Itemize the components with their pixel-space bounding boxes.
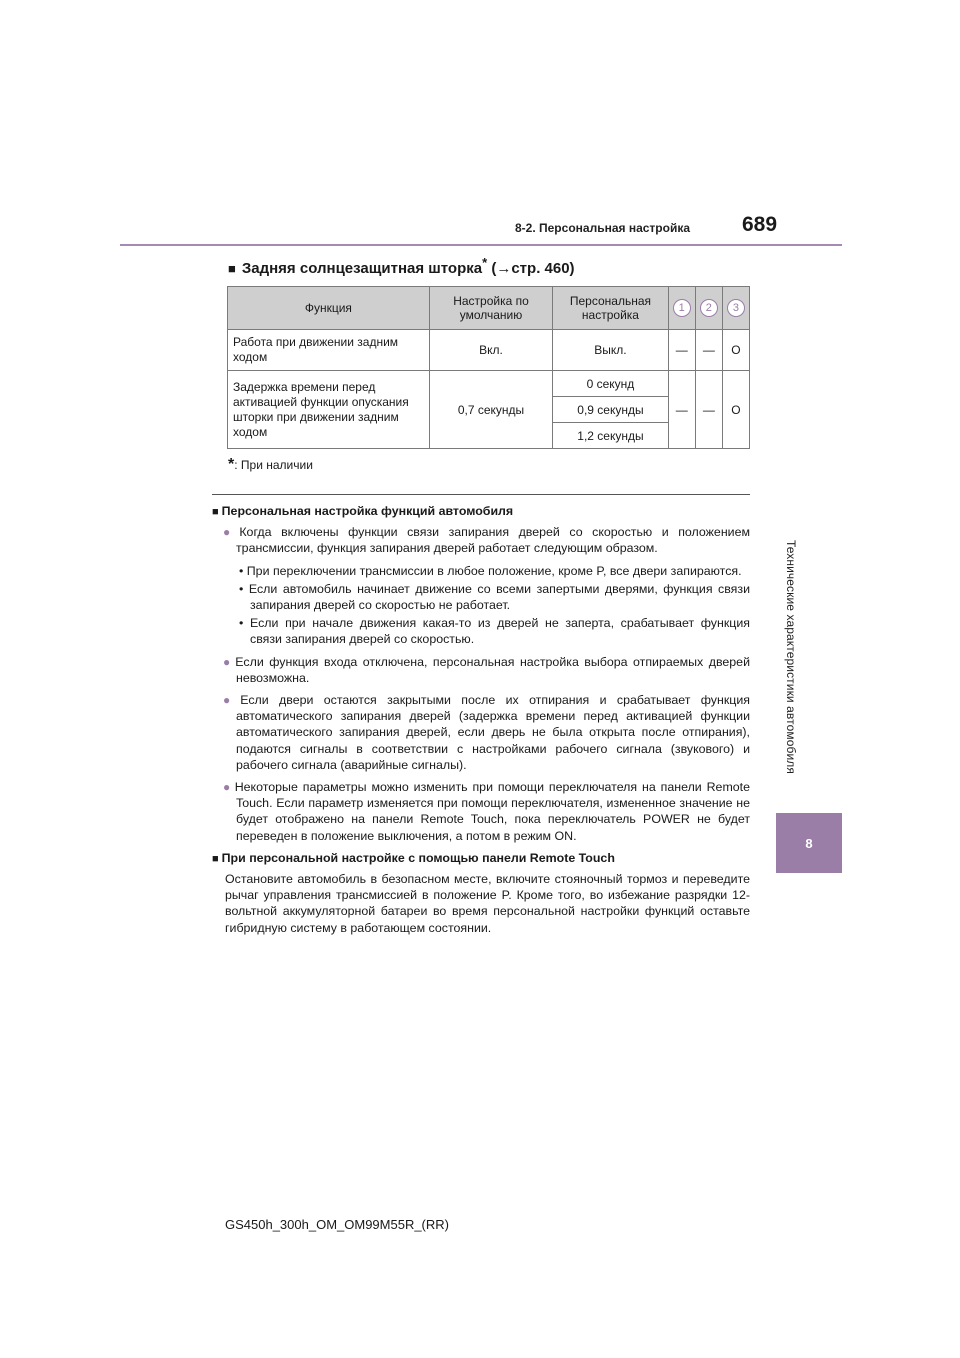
circled-3-icon: 3 [727, 299, 745, 317]
circled-1-icon: 1 [673, 299, 691, 317]
row2-col3: O [722, 371, 749, 449]
row1-col1: — [668, 330, 695, 371]
note-text: Если двери остаются закрытыми после их отпирания и срабатывает функция автоматического запирания дверей (задержка времени перед активацией функции автоматического запирания дверей, если дверь не была открыта после отпирания), подаются сигналы в соответствии с настройками рабочего сигнала (звукового) и рабочего сигнала (аварийные сигналы). [236, 693, 750, 772]
note-bullet-text: Если автомобиль начинает движение со всеми запертыми дверями, функция связи запирания дверей со скоростью не работает. [248, 581, 750, 613]
row2-custom-option: 1,2 секунды [553, 423, 668, 449]
square-bullet-icon: ■ [212, 506, 219, 518]
table-row [228, 330, 750, 371]
document-code: GS450h_300h_OM_OM99M55R_(RR) [225, 1217, 449, 1232]
section-title-text: Задняя солнцезащитная шторка [241, 260, 483, 277]
chapter-tab [776, 813, 842, 873]
note-paragraph: Остановите автомобиль в безопасном месте, включите стояночный тормоз и переведите рычаг управления трансмиссией в положение P. Кроме того, во избежание разрядки 12-вольтной аккумуляторной батареи во время персональной настройки функций оставьте гибридную систему в работающем состоянии. [225, 872, 750, 935]
table-row [228, 371, 750, 397]
circle-bullet-icon: ● [223, 525, 237, 540]
row2-default: 0,7 секунды [429, 371, 552, 449]
header-custom: Персональная настройка [553, 287, 668, 330]
note-bullet [212, 615, 750, 647]
square-bullet-icon: ■ [228, 261, 236, 276]
header-rule [120, 244, 842, 246]
footnote-text: : При наличии [234, 458, 313, 472]
row1-function: Работа при движении задним ходом [228, 330, 430, 371]
note-paragraph [212, 692, 750, 773]
note-paragraph [212, 524, 750, 556]
row1-col2: — [695, 330, 722, 371]
row2-col1: — [668, 371, 695, 449]
chapter-title: Технические характеристики автомобиля [784, 540, 798, 774]
note-paragraph [212, 654, 750, 686]
notes-heading-text: Персональная настройка функций автомобиля [221, 504, 514, 518]
circle-bullet-icon: ● [223, 693, 238, 708]
chapter-number: 8 [805, 835, 813, 851]
note-bullet [212, 581, 750, 613]
circle-bullet-icon: ● [223, 780, 232, 795]
notes-body [212, 503, 750, 936]
row2-col2: — [695, 371, 722, 449]
footnote [228, 456, 313, 474]
table-header-row [228, 287, 750, 330]
notes-heading [212, 503, 750, 520]
note-text: Когда включены функции связи запирания дверей со скоростью и положением трансмиссии, функция запирания дверей работает следующим образом. [236, 525, 750, 556]
row1-default: Вкл. [429, 330, 552, 371]
section-divider [212, 494, 750, 495]
note-text: Некоторые параметры можно изменить при помощи переключателя на панели Remote Touch. Если параметр изменяется при помощи переключателя, измененное значение не будет отображено на панели Remote Touch, пока переключатель POWER не будет переведен в положение выключения, а потом в режим ON. [234, 780, 750, 843]
note-text: Если функция входа отключена, персональная настройка выбора отпираемых дверей невозможна. [235, 654, 750, 685]
row2-custom-option: 0,9 секунды [553, 397, 668, 423]
row2-custom-option: 0 секунд [553, 371, 668, 397]
note-bullet-text: Если при начале движения какая-то из дверей не заперта, срабатывает функция связи запирания дверей со скоростью. [249, 616, 750, 647]
row1-col3: O [722, 330, 749, 371]
section-header: 8-2. Персональная настройка [515, 221, 691, 235]
notes-heading [212, 850, 750, 867]
dot-icon: • [239, 616, 250, 631]
footnote-asterisk: * [228, 456, 235, 473]
page-number: 689 [742, 213, 778, 236]
header-function: Функция [228, 287, 430, 330]
row1-custom: Выкл. [553, 330, 668, 371]
header-col2 [695, 287, 722, 330]
header-col3 [722, 287, 749, 330]
header-col1 [668, 287, 695, 330]
page-reference-link[interactable]: (→стр. 460) [491, 260, 575, 277]
row2-function: Задержка времени перед активацией функции опускания шторки при движении задним ходом [228, 371, 430, 449]
asterisk-mark: * [482, 255, 488, 270]
note-paragraph [212, 779, 750, 844]
circled-2-icon: 2 [700, 299, 718, 317]
header-default: Настройка по умолчанию [429, 287, 552, 330]
dot-icon: • [239, 581, 249, 596]
note-bullet [212, 563, 750, 579]
settings-table [227, 286, 750, 449]
notes-heading-text: При персональной настройке с помощью панели Remote Touch [221, 850, 615, 865]
dot-icon: • [239, 563, 247, 578]
circle-bullet-icon: ● [223, 654, 233, 669]
note-bullet-text: При переключении трансмиссии в любое положение, кроме P, все двери запираются. [246, 563, 742, 578]
square-bullet-icon: ■ [212, 852, 219, 865]
section-title [228, 255, 575, 277]
